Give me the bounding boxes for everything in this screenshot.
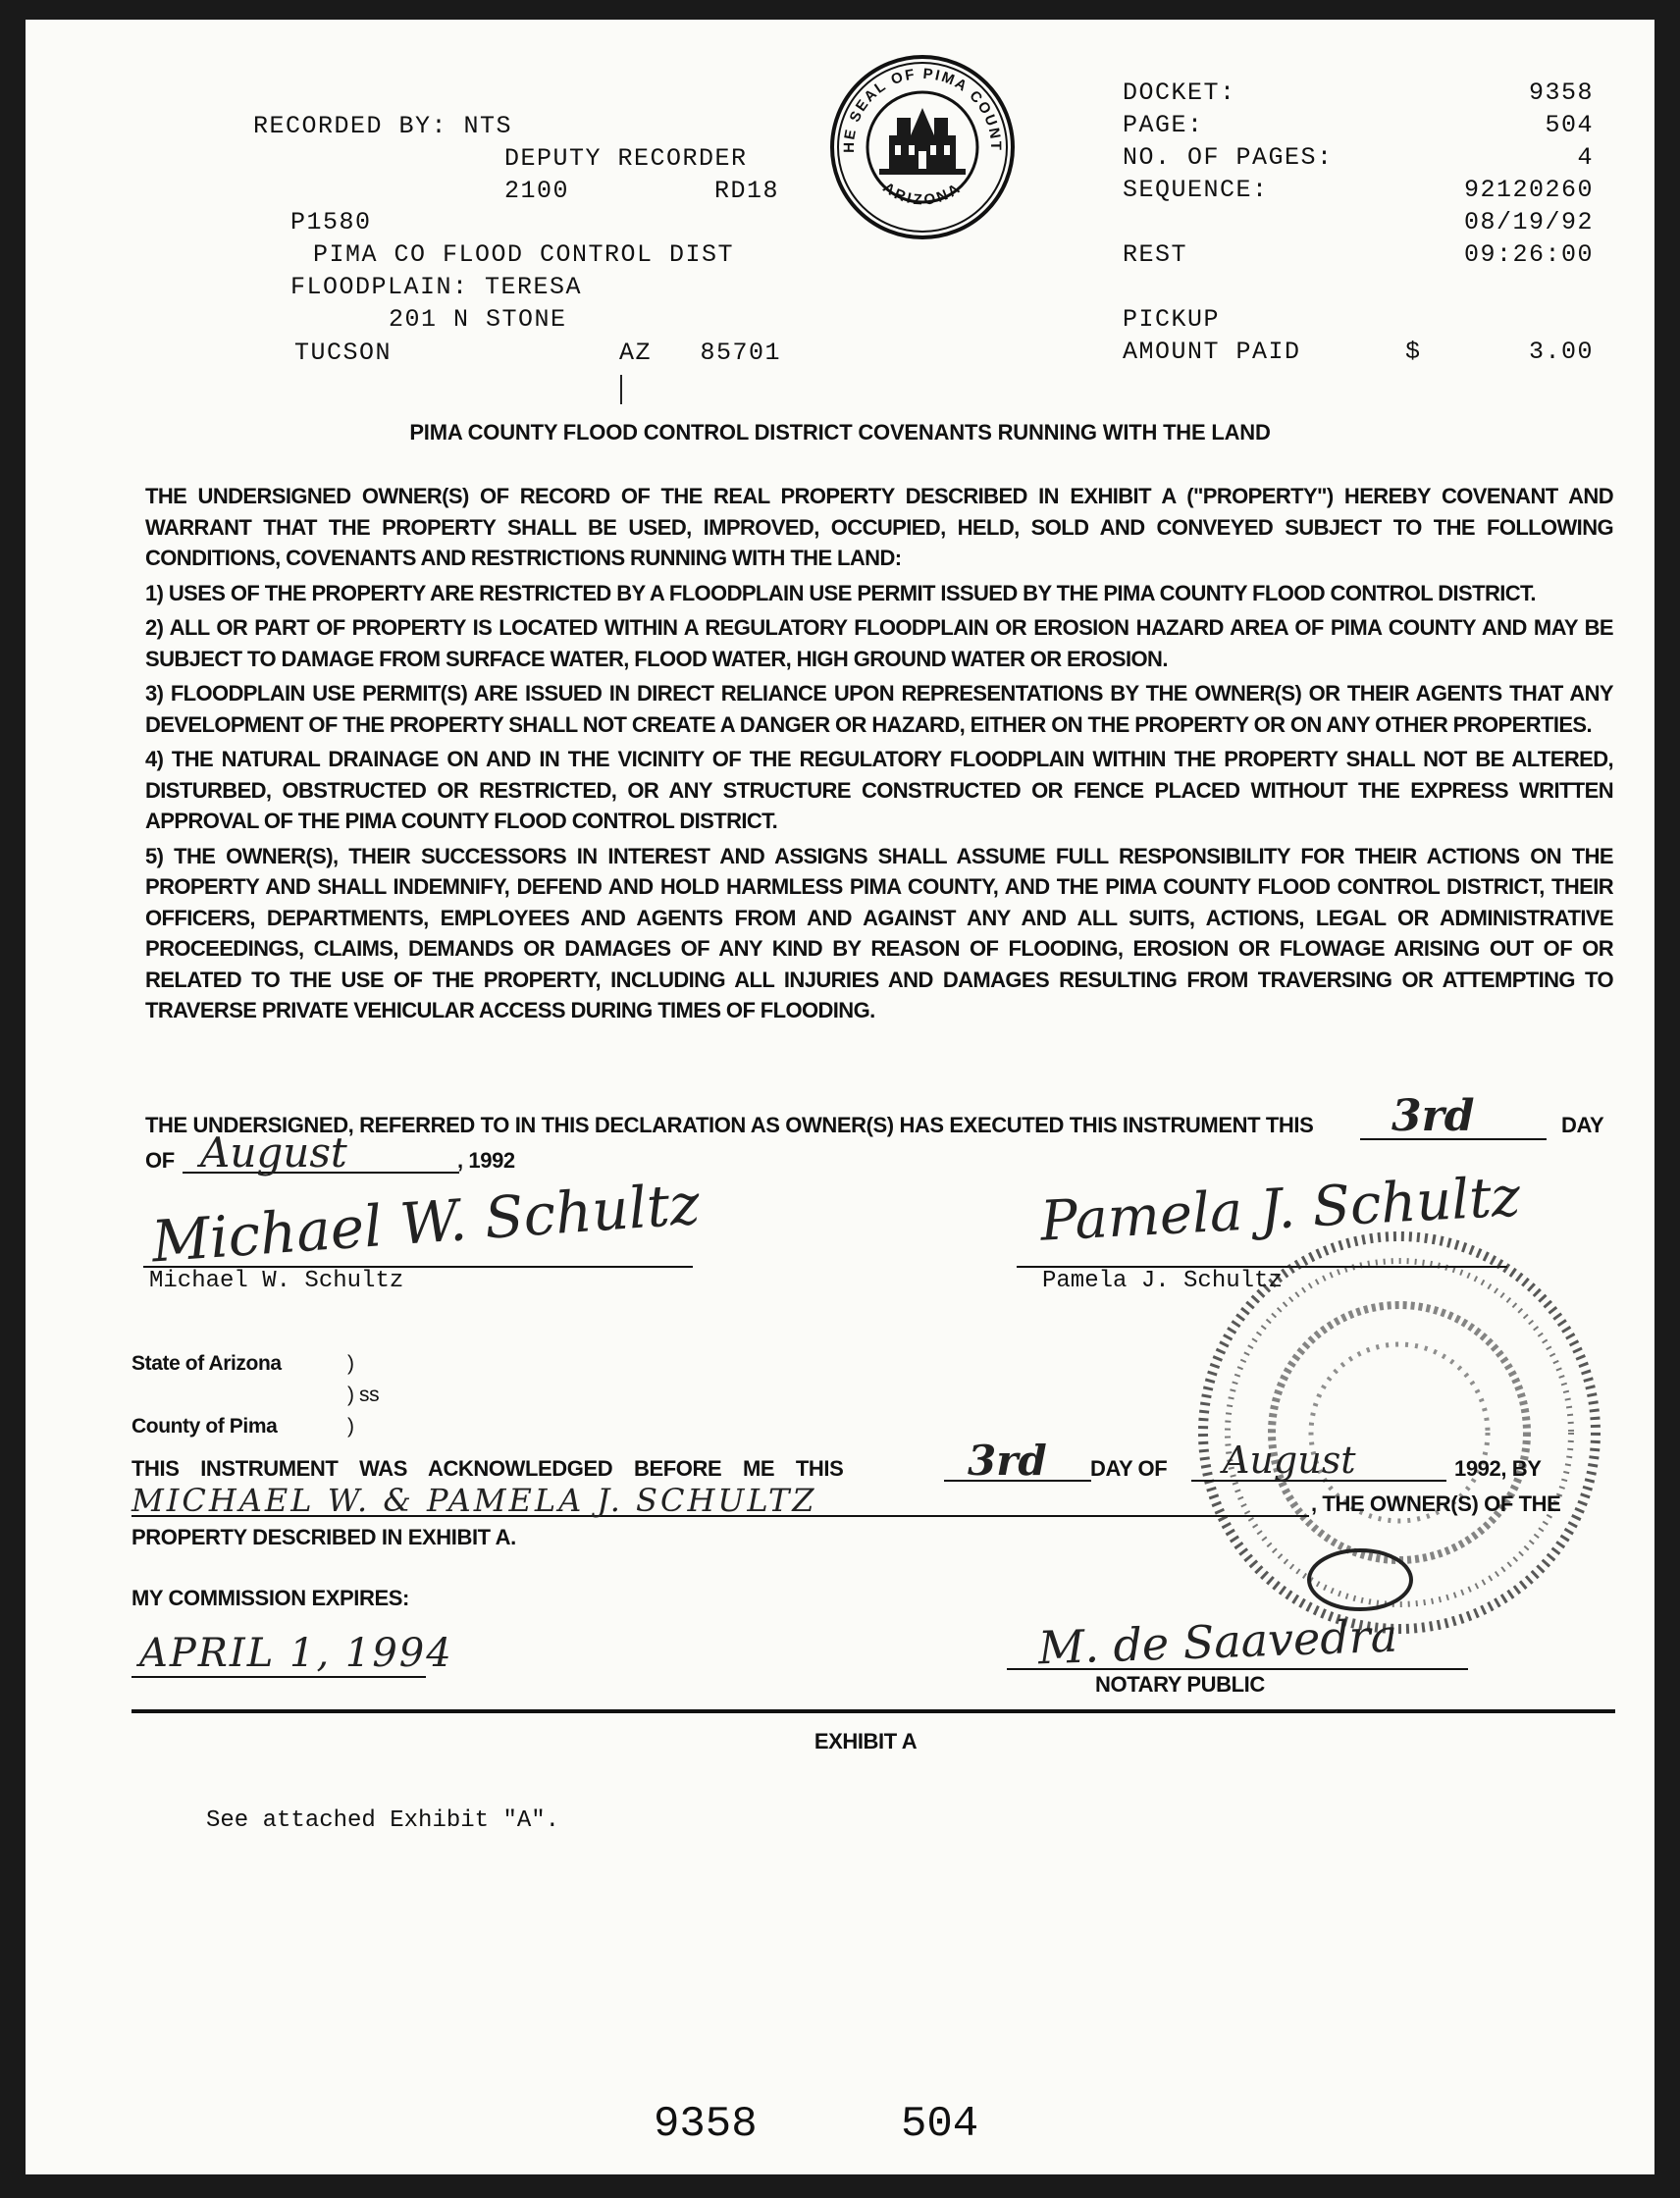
notary-seal <box>1183 1217 1615 1648</box>
agency-name: PIMA CO FLOOD CONTROL DIST <box>313 240 735 269</box>
sequence-label: SEQUENCE: <box>1123 176 1269 204</box>
page-label: PAGE: <box>1123 111 1204 139</box>
execution-month: August <box>200 1128 347 1177</box>
recorded-by: RECORDED BY: NTS <box>253 112 513 140</box>
pickup-label: PICKUP <box>1123 305 1221 334</box>
recording-row-pickup <box>1123 305 1594 338</box>
ack-names: MICHAEL W. & PAMELA J. SCHULTZ <box>131 1482 817 1519</box>
floodplain-name: FLOODPLAIN: TERESA <box>290 273 583 301</box>
ack-year-by: 1992, BY <box>1454 1456 1542 1481</box>
parcel-number: P1580 <box>290 208 372 236</box>
recording-row-amount <box>1123 338 1594 370</box>
clause-2: 2) ALL OR PART OF PROPERTY IS LOCATED WITHIN A REGULATORY FLOODPLAIN OR EROSION HAZARD AREA OF PIMA COUNTY AND MAY BE SUBJECT TO DAMAGE FROM SURFACE WATER, FLOOD WATER, HIGH GROUND WATER OR EROSION. <box>145 615 1613 671</box>
intro-paragraph: THE UNDERSIGNED OWNER(S) OF RECORD OF THE REAL PROPERTY DESCRIBED IN EXHIBIT A ("PROPERTY") HEREBY COVENANT AND WARRANT THAT THE PROPERTY SHALL BE USED, IMPROVED, OCCUPIED, HELD, SOLD AND CONVEYED SUBJECT TO THE FOLLOWING CONDITIONS, COVENANTS AND RESTRICTIONS RUNNING WITH THE LAND: <box>145 484 1613 570</box>
city: TUCSON <box>294 339 393 367</box>
recording-info <box>1123 78 1594 370</box>
seal-text-bottom: ARIZONA <box>879 179 966 209</box>
exhibit-title: EXHIBIT A <box>814 1729 918 1753</box>
owner2-signature: Pamela J. Schultz <box>1038 1165 1522 1254</box>
rest-label: REST <box>1123 240 1188 269</box>
recording-row-date <box>1123 208 1594 240</box>
county-seal <box>824 49 1021 245</box>
record-time: 09:26:00 <box>1463 240 1594 269</box>
venue-state: State of Arizona <box>131 1352 282 1375</box>
footer-docket: 9358 <box>654 2100 758 2149</box>
ack-month: August <box>1223 1439 1356 1482</box>
ack-owners: , THE OWNER(S) OF THE <box>1311 1492 1561 1516</box>
ack-day: 3rd <box>968 1437 1047 1485</box>
commission-date: APRIL 1, 1994 <box>139 1631 453 1676</box>
ack-prefix: THIS INSTRUMENT WAS ACKNOWLEDGED BEFORE ME THIS <box>131 1456 844 1481</box>
exhibit-text: See attached Exhibit "A". <box>206 1807 560 1834</box>
venue-ss: ) ss <box>347 1384 380 1406</box>
section-divider <box>131 1709 1615 1713</box>
execution-day: 3rd <box>1391 1091 1475 1141</box>
clause-3: 3) FLOODPLAIN USE PERMIT(S) ARE ISSUED IN DIRECT RELIANCE UPON REPRESENTATIONS BY THE OWNER(S) OR THEIR AGENTS THAT ANY DEVELOPMENT OF THE PROPERTY SHALL NOT CREATE A DANGER OR HAZARD, EITHER ON THE PROPERTY OR ON ANY OTHER PROPERTIES. <box>145 681 1613 737</box>
page-value: 504 <box>1545 111 1594 139</box>
record-date: 08/19/92 <box>1463 208 1594 236</box>
notary-signature: M. de Saavedra <box>1037 1608 1398 1675</box>
covenants-body <box>145 481 1613 1030</box>
owner1-name: Michael W. Schultz <box>149 1268 404 1294</box>
docket-label: DOCKET: <box>1123 78 1236 107</box>
notary-line <box>1007 1668 1468 1670</box>
svg-text:ARIZONA <box>880 180 966 209</box>
ack-day-word: DAY OF <box>1090 1456 1168 1481</box>
venue-county: County of Pima <box>131 1415 278 1438</box>
owner1-signature: Michael W. Schultz <box>149 1170 703 1276</box>
clause-5: 5) THE OWNER(S), THEIR SUCCESSORS IN INTEREST AND ASSIGNS SHALL ASSUME FULL RESPONSIBILITY FOR THEIR ACTIONS ON THE PROPERTY AND SHALL INDEMNIFY, DEFEND AND HOLD HARMLESS PIMA COUNTY, AND THE PIMA COUNTY FLOOD CONTROL DISTRICT, THEIR OFFICERS, DEPARTMENTS, EMPLOYEES AND AGENTS FROM AND AGAINST ANY AND ALL SUITS, ACTIONS, LEGAL OR ADMINISTRATIVE PROCEEDINGS, CLAIMS, DEMANDS OR DAMAGES OF ANY KIND BY REASON OF FLOODING, EROSION OR FLOWAGE ARISING OUT OF OR RELATED TO THE USE OF THE PROPERTY, INCLUDING ALL INJURIES AND DAMAGES RESULTING FROM TRAVERSING OR ATTEMPTING TO TRAVERSE PRIVATE VEHICULAR ACCESS DURING TIMES OF FLOODING. <box>145 843 1613 1022</box>
recording-row-rest <box>1123 240 1594 305</box>
recording-row-sequence <box>1123 176 1594 208</box>
recording-row-docket <box>1123 78 1594 111</box>
recording-row-pages <box>1123 143 1594 176</box>
amount-value: 3.00 <box>1528 338 1594 366</box>
footer-page: 504 <box>901 2100 979 2149</box>
state-zip: AZ 85701 <box>619 339 782 367</box>
tick-mark <box>620 375 622 404</box>
of-word: OF <box>145 1148 175 1173</box>
deputy-recorder: DEPUTY RECORDER <box>504 144 748 173</box>
commission-label: MY COMMISSION EXPIRES: <box>131 1586 409 1610</box>
ack-property: PROPERTY DESCRIBED IN EXHIBIT A. <box>131 1525 516 1549</box>
venue-paren-1: ) <box>347 1352 354 1375</box>
execution-text: THE UNDERSIGNED, REFERRED TO IN THIS DECLARATION AS OWNER(S) HAS EXECUTED THIS INSTRUMENT THIS <box>145 1113 1314 1137</box>
currency-symbol: $ <box>1405 338 1422 366</box>
code-right: RD18 <box>714 177 780 205</box>
notary-label: NOTARY PUBLIC <box>1095 1672 1265 1697</box>
recording-row-page <box>1123 111 1594 143</box>
clause-1: 1) USES OF THE PROPERTY ARE RESTRICTED BY A FLOODPLAIN USE PERMIT ISSUED BY THE PIMA COUNTY FLOOD CONTROL DISTRICT. <box>145 580 1536 605</box>
pages-label: NO. OF PAGES: <box>1123 143 1334 172</box>
sequence-value: 92120260 <box>1463 176 1594 204</box>
document-title: PIMA COUNTY FLOOD CONTROL DISTRICT COVENANTS RUNNING WITH THE LAND <box>409 420 1271 445</box>
seal-icon <box>824 49 1021 245</box>
execution-year: , 1992 <box>457 1148 515 1173</box>
document-page <box>26 20 1654 2174</box>
docket-value: 9358 <box>1528 78 1594 107</box>
street-address: 201 N STONE <box>389 305 567 334</box>
notary-seal-icon <box>1183 1217 1615 1648</box>
pages-value: 4 <box>1577 143 1594 172</box>
commission-underline <box>131 1676 426 1678</box>
seal-text-top: HE SEAL OF PIMA COUNT <box>840 65 1005 153</box>
day-word: DAY <box>1561 1113 1604 1137</box>
venue-paren-2: ) <box>347 1415 354 1438</box>
clause-4: 4) THE NATURAL DRAINAGE ON AND IN THE VICINITY OF THE REGULATORY FLOODPLAIN WITHIN THE PROPERTY SHALL NOT BE ALTERED, DISTURBED, OBSTRUCTED OR RESTRICTED, OR ANY STRUCTURE CONSTRUCTED OR FENCE PLACED WITHOUT THE EXPRESS WRITTEN APPROVAL OF THE PIMA COUNTY FLOOD CONTROL DISTRICT. <box>145 747 1613 833</box>
code-left: 2100 <box>504 177 570 205</box>
owner2-name: Pamela J. Schultz <box>1042 1268 1283 1294</box>
amount-label: AMOUNT PAID <box>1123 338 1301 366</box>
